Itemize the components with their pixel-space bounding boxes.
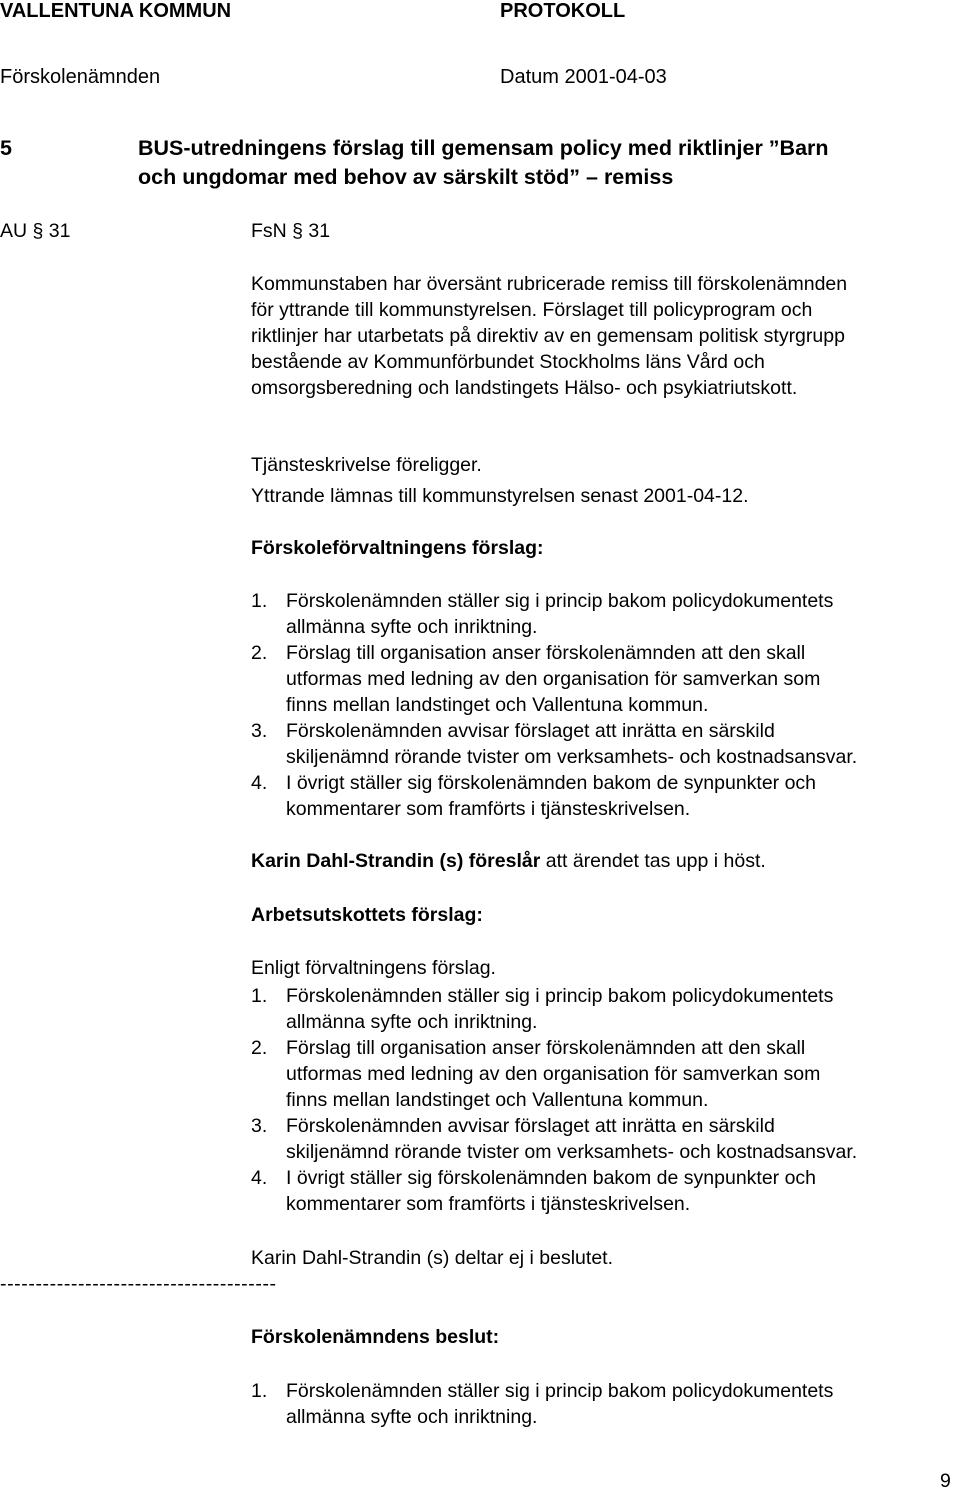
list-line: finns mellan landstinget och Vallentuna kommun.	[286, 1089, 709, 1111]
list-item	[0, 1378, 960, 1430]
list-number: 4.	[251, 1167, 268, 1189]
list-item	[0, 1165, 960, 1217]
list-item	[0, 588, 960, 640]
list-line: allmänna syfte och inriktning.	[286, 1406, 538, 1428]
list-line: Förslag till organisation anser förskolenämnden att den skall	[286, 642, 806, 664]
au-forslag-list	[0, 983, 960, 1217]
list-number: 3.	[251, 1115, 268, 1137]
list-line: Förskolenämnden ställer sig i princip bakom policydokumentets	[286, 590, 834, 612]
karin-proposal-rest: att ärendet tas upp i höst.	[540, 850, 766, 872]
yttrande-deadline: Yttrande lämnas till kommunstyrelsen senast 2001-04-12.	[251, 485, 749, 507]
section-title-line2: och ungdomar med behov av särskilt stöd” – remiss	[138, 165, 674, 189]
list-number: 4.	[251, 772, 268, 794]
list-line: Förskolenämnden ställer sig i princip bakom policydokumentets	[286, 1380, 834, 1402]
section-title-line1: BUS-utredningens förslag till gemensam policy med riktlinjer ”Barn	[138, 136, 829, 160]
beslut-heading: Förskolenämndens beslut:	[251, 1326, 500, 1348]
karin-proposal	[251, 850, 766, 873]
list-item	[0, 770, 960, 822]
document-type: PROTOKOLL	[500, 0, 626, 22]
intro-line: Kommunstaben har översänt rubricerade remiss till förskolenämnden	[251, 273, 848, 295]
meeting-date: Datum 2001-04-03	[500, 66, 667, 88]
list-number: 1.	[251, 1380, 268, 1402]
list-item	[0, 1035, 960, 1113]
tjansteskrivelse-note: Tjänsteskrivelse föreligger.	[251, 454, 482, 476]
list-line: utformas med ledning av den organisation för samverkan som	[286, 668, 821, 690]
list-line: allmänna syfte och inriktning.	[286, 1011, 538, 1033]
separator-line: ---------------------------------------	[0, 1273, 277, 1295]
forvaltning-list	[0, 588, 960, 822]
forvaltning-heading: Förskoleförvaltningens förslag:	[251, 537, 544, 559]
list-line: Förskolenämnden ställer sig i princip bakom policydokumentets	[286, 985, 834, 1007]
karin-note: Karin Dahl-Strandin (s) deltar ej i beslutet.	[251, 1247, 613, 1269]
list-line: Förskolenämnden avvisar förslaget att inrätta en särskild	[286, 720, 775, 742]
list-line: skiljenämnd rörande tvister om verksamhets- och kostnadsansvar.	[286, 1141, 858, 1163]
list-line: kommentarer som framförts i tjänsteskrivelsen.	[286, 798, 691, 820]
list-number: 1.	[251, 590, 268, 612]
list-line: finns mellan landstinget och Vallentuna kommun.	[286, 694, 709, 716]
beslut-list	[0, 1378, 960, 1430]
intro-paragraph	[251, 271, 847, 401]
list-line: I övrigt ställer sig förskolenämnden bakom de synpunkter och	[286, 1167, 817, 1189]
org-name: VALLENTUNA KOMMUN	[0, 0, 232, 22]
intro-line: riktlinjer har utarbetats på direktiv av en gemensam politisk styrgrupp	[251, 325, 845, 347]
fsn-paragraph-ref: FsN § 31	[251, 220, 331, 242]
au-paragraph-ref: AU § 31	[0, 220, 71, 242]
list-number: 2.	[251, 642, 268, 664]
list-line: skiljenämnd rörande tvister om verksamhets- och kostnadsansvar.	[286, 746, 858, 768]
au-forslag-intro: Enligt förvaltningens förslag.	[251, 957, 496, 979]
list-number: 3.	[251, 720, 268, 742]
karin-proposal-bold: Karin Dahl-Strandin (s) föreslår	[251, 850, 541, 872]
list-line: kommentarer som framförts i tjänsteskrivelsen.	[286, 1193, 691, 1215]
list-number: 2.	[251, 1037, 268, 1059]
page-number: 9	[940, 1470, 951, 1492]
intro-line: bestående av Kommunförbundet Stockholms läns Vård och	[251, 351, 765, 373]
list-item	[0, 718, 960, 770]
intro-line: för yttrande till kommunstyrelsen. Förslaget till policyprogram och	[251, 299, 813, 321]
committee-name: Förskolenämnden	[0, 66, 161, 88]
au-forslag-heading: Arbetsutskottets förslag:	[251, 904, 483, 926]
list-line: allmänna syfte och inriktning.	[286, 616, 538, 638]
list-line: utformas med ledning av den organisation för samverkan som	[286, 1063, 821, 1085]
list-item	[0, 1113, 960, 1165]
intro-line: omsorgsberedning och landstingets Hälso- och psykiatriutskott.	[251, 377, 798, 399]
section-number: 5	[0, 136, 12, 160]
list-line: I övrigt ställer sig förskolenämnden bakom de synpunkter och	[286, 772, 817, 794]
list-number: 1.	[251, 985, 268, 1007]
list-line: Förskolenämnden avvisar förslaget att inrätta en särskild	[286, 1115, 775, 1137]
list-item	[0, 640, 960, 718]
list-line: Förslag till organisation anser förskolenämnden att den skall	[286, 1037, 806, 1059]
list-item	[0, 983, 960, 1035]
